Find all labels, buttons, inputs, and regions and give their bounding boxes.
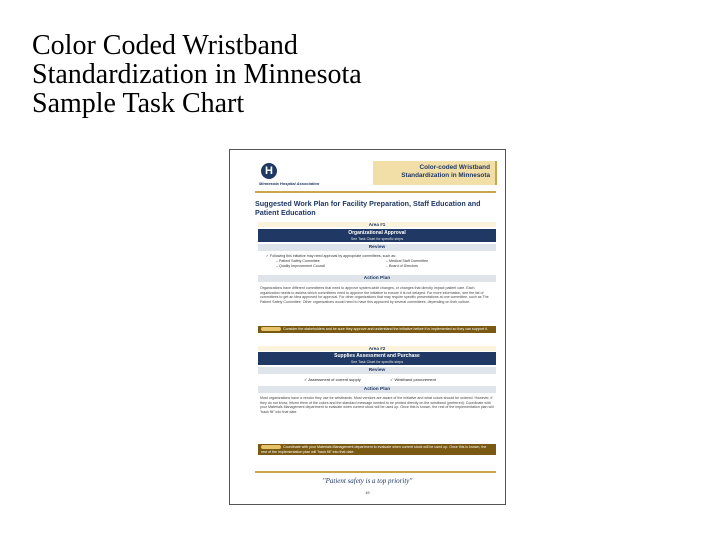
area-1-bar bbox=[258, 229, 496, 242]
header-title-line-1: Color-coded Wristband bbox=[419, 164, 490, 171]
review-item: – Quality Improvement Council bbox=[276, 264, 326, 268]
area-1-title: Organizational Approval bbox=[348, 230, 406, 236]
area-2-review-heading: Review bbox=[258, 367, 496, 374]
logo-text: Minnesota Hospital Association bbox=[259, 181, 320, 186]
area-1-tip bbox=[258, 326, 496, 333]
area-2-tip-text: Coordinate with your Materials Management department to evaluate when current stock will be used up. Once this is known, the rest of the implementation plan will "back fill" into that date. bbox=[261, 445, 487, 454]
slide-title-line-1: Color Coded Wristband bbox=[32, 30, 298, 61]
page-number: 49 bbox=[365, 491, 370, 495]
task-chart-document bbox=[229, 149, 506, 505]
review-check: ✓ Wristband procurement bbox=[390, 377, 436, 382]
header-divider bbox=[255, 191, 496, 193]
area-1-label: Area #1 bbox=[258, 222, 496, 227]
footer-divider bbox=[255, 471, 496, 473]
area-1-action-text: Organizations have different committees that need to approve system-wide changes, or changes that directly impact patient care. Each organization needs to assess which committees need to approve the initiative to ensure it is not delayed. For more information, see the list of committees to get an idea approved for approval. For other organizations that may require specific presentations at one committee, such as The Patient Safety Committee. Other organizations would need to have this approved by several committees, depending on their culture. bbox=[260, 286, 489, 304]
area-2-action-text: Most organizations have a vendor they use for wristbands. Most vendors are aware of the initiative and what colors should be ordered. However, if they do not know, inform them of the colors and the standard message needed to be printed directly on the wristband (preferred). Coordinate with your Materials Management department to evaluate when current stock will be used up. Once this is known, the rest of the implementation plan will "back fill" into that date. bbox=[260, 396, 494, 414]
area-1-subtitle: See Task Chart for specific steps bbox=[350, 237, 404, 241]
review-check: ✓ Assessment of current supply bbox=[304, 377, 361, 382]
area-2-tip bbox=[258, 444, 496, 455]
review-item: – Medical Staff Committee bbox=[386, 259, 429, 263]
area-2-subtitle: See Task Chart for specific steps bbox=[350, 360, 404, 364]
header-title bbox=[401, 164, 490, 180]
footer-quote: "Patient safety is a top priority" bbox=[322, 477, 413, 485]
key-icon bbox=[261, 327, 281, 331]
area-1-review-intro: ✓ Following this initiative may need approval by appropriate committees, such as: bbox=[266, 254, 397, 258]
key-icon bbox=[261, 445, 281, 449]
review-item: – Patient Safety Committee bbox=[276, 259, 320, 263]
area-1-tip-text: Consider the stakeholders and be sure they approve and understand the initiative before it is implemented so they can support it. bbox=[283, 327, 488, 331]
area-1-action-heading: Action Plan bbox=[258, 275, 496, 282]
header-title-line-2: Standardization in Minnesota bbox=[401, 172, 490, 179]
work-plan-title: Suggested Work Plan for Facility Preparation, Staff Education and Patient Education bbox=[255, 199, 481, 217]
slide-title-line-2: Standardization in Minnesota bbox=[32, 59, 362, 90]
review-item: – Board of Directors bbox=[386, 264, 418, 268]
slide-title-line-3: Sample Task Chart bbox=[32, 88, 245, 119]
area-2-bar bbox=[258, 352, 496, 365]
area-2-action-heading: Action Plan bbox=[258, 386, 496, 393]
document-header bbox=[255, 159, 496, 189]
area-2-title: Supplies Assessment and Purchase bbox=[334, 353, 420, 359]
area-1-review-heading: Review bbox=[258, 244, 496, 251]
hospital-logo-icon: H bbox=[261, 163, 277, 179]
header-title-band bbox=[373, 161, 497, 185]
slide-title bbox=[32, 31, 362, 118]
area-2-label: Area #2 bbox=[258, 346, 496, 351]
